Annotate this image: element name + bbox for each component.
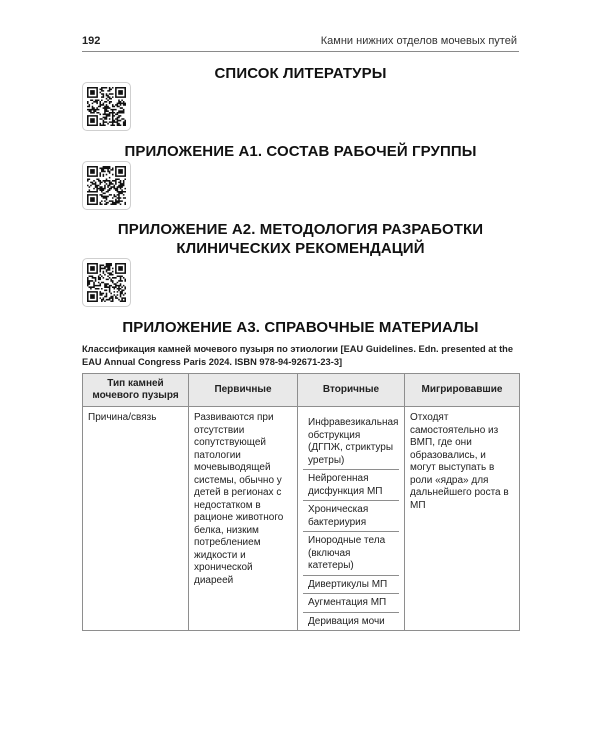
table-header-row — [83, 374, 520, 407]
column-header-secondary: Вторичные — [298, 374, 405, 407]
column-header-type: Тип камней мочевого пузыря — [83, 374, 189, 407]
secondary-cause-item: Дивертикулы МП — [303, 575, 399, 594]
secondary-cause-item: Нейрогенная дисфункция МП — [303, 469, 399, 500]
section-title-references: СПИСОК ЛИТЕРАТУРЫ — [214, 65, 387, 82]
secondary-cause-item: Деривация мочи — [303, 612, 399, 631]
section-title-appendix-a2: ПРИЛОЖЕНИЕ А2. МЕТОДОЛОГИЯ РАЗРАБОТКИ — [117, 221, 484, 238]
row-label-cause: Причина/связь — [83, 407, 189, 631]
section-title-appendix-a2-line2: КЛИНИЧЕСКИХ РЕКОМЕНДАЦИЙ — [176, 240, 425, 257]
table-caption: Классификация камней мочевого пузыря по этиологии [EAU Guidelines. Edn. presented at the EAU Annual Congress Paris 2024. ISBN 978-94-92671-23-3] — [82, 344, 514, 367]
secondary-cause-item: Аугментация МП — [303, 593, 399, 612]
cell-secondary — [298, 407, 405, 631]
page-number: 192 — [82, 35, 101, 47]
qr-code-references — [82, 82, 131, 131]
secondary-cause-item: Хроническая бактериурия — [303, 500, 399, 531]
qr-code-appendix-a1 — [82, 161, 131, 210]
secondary-cause-item: Инородные тела (включая катетеры) — [303, 531, 399, 575]
cell-migrated: Отходят самостоятельно из ВМП, где они образовались, и могут выступать в роли «ядра» для дальнейшего роста в МП — [405, 407, 520, 631]
header-rule — [82, 51, 519, 52]
qr-icon — [87, 263, 126, 302]
cell-primary: Развиваются при отсутствии сопутствующей патологии мочевыводящей системы, обычно у детей в регионах с недостатком в рационе животного белка, низким потреблением жидкости и хронической диареей — [189, 407, 298, 631]
column-header-primary: Первичные — [189, 374, 298, 407]
qr-code-appendix-a2 — [82, 258, 131, 307]
classification-table — [82, 373, 520, 631]
section-title-appendix-a3: ПРИЛОЖЕНИЕ А3. СПРАВОЧНЫЕ МАТЕРИАЛЫ — [122, 319, 479, 336]
qr-icon — [87, 166, 126, 205]
column-header-migrated: Мигрировавшие — [405, 374, 520, 407]
running-title: Камни нижних отделов мочевых путей — [320, 35, 517, 47]
qr-icon — [87, 87, 126, 126]
table-row — [83, 407, 520, 631]
secondary-cause-item: Инфравезикальная обструкция (ДГПЖ, стриктуры уретры) — [308, 417, 399, 466]
secondary-causes-list — [303, 412, 399, 630]
section-title-appendix-a1: ПРИЛОЖЕНИЕ А1. СОСТАВ РАБОЧЕЙ ГРУППЫ — [124, 143, 477, 160]
